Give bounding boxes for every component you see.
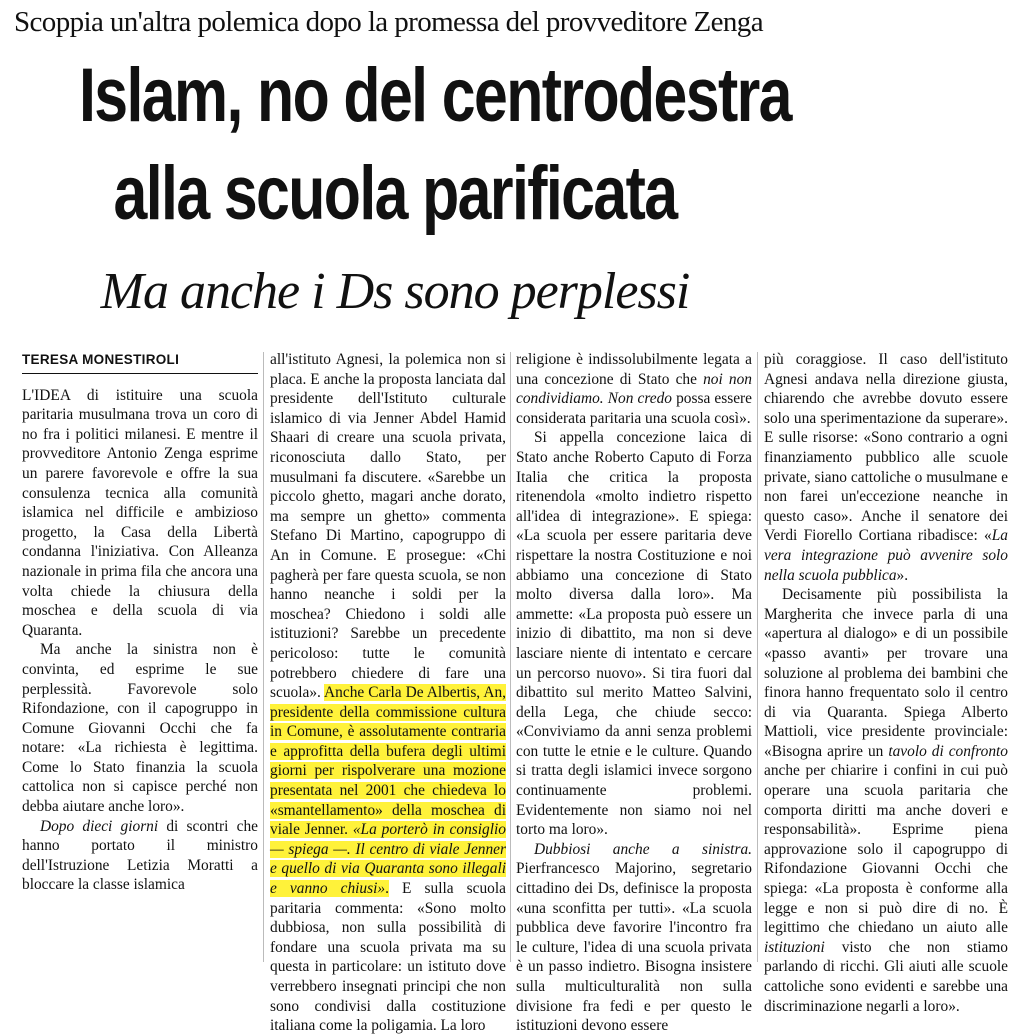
paragraph-text: possa essere considerata paritaria una scuola così». <box>516 390 753 427</box>
paragraph-text: all'istituto Agnesi, la polemica non si placa. E anche la proposta lanciata dal presidente dell'Istituto culturale islamico di via Jenner Abdel Hamid Shaari di creare una scuola privata, riconosciuta dallo Stato, per musulmani fa discutere. «Sarebbe un piccolo ghetto, magari anche dorato, ma sempre un ghetto» commenta Stefano Di Martino, capogruppo di An in Comune. E prosegue: «Chi pagherà per fare questa scuola, se non hanno neanche i soldi per la moschea? Chiedono i soldi alle istituzioni? Sarebbe un precedente pericoloso: tutte le comunità potrebbero chiedere di fare una scuola». <box>270 351 506 702</box>
paragraph <box>516 350 752 428</box>
paragraph <box>22 817 258 895</box>
article-column-3 <box>516 350 753 1035</box>
paragraph-text: E sulla scuola paritaria commenta: «Sono molto dubbiosa, non sulla possibilità di fondare una scuola privata ma su questa in particolare: un istituto dove verrebbero insegnati principi che non sono condivisi dalla costituzione italiana come la poligamia. La loro <box>270 880 506 1035</box>
article-column-4 <box>764 350 1008 1015</box>
paragraph <box>764 350 1008 585</box>
paragraph-text: Pierfrancesco Majorino, segretario cittadino dei Ds, definisce la proposta «una sconfitta per tutti». «La scuola pubblica deve favorire l'incontro fra le culture, l'idea di una scuola privata è un passo indietro. Bisogna insistere sulla multiculturalità non sulla divisione fra fedi e per questo le istituzioni devono essere <box>516 860 752 1035</box>
paragraph-text: di scontri che hanno portato il ministro dell'Istruzione Letizia Moratti a bloccare la classe islamica <box>22 817 258 894</box>
paragraph <box>764 585 1008 1016</box>
highlighted-italic-quote: «La porterò in consiglio — spiega —. Il centro di viale Jenner e quello di via Quaranta sono illegali e vanno chiusi» <box>270 821 506 898</box>
column-rule <box>510 352 511 962</box>
italic-text: noi non condividiamo. Non credo <box>516 370 753 408</box>
paragraph: L'IDEA di istituire una scuola paritaria musulmana trova un coro di no fra i politici milanesi. E mentre il provveditore Antonio Zenga esprime un parere favorevole e offre la sua consulenza tecnica alla comunità islamica nel difficile e ambizioso progetto, la Casa della Libertà condanna l'iniziativa. Con Alleanza nazionale in prima fila che ancora una volta chiede la chiusura della moschea e della scuola di via Quaranta. <box>22 386 258 639</box>
kicker: Scoppia un'altra polemica dopo la promessa del provveditore Zenga <box>14 6 763 38</box>
paragraph: Ma anche la sinistra non è convinta, ed esprime le sue perplessità. Favorevole solo Rifondazione, con il capogruppo in Comune Giovanni Occhi che fa notare: «La richiesta è legittima. Come lo Stato finanzia la scuola cattolica non si capisce perché non debba aiutare anche loro». <box>22 641 258 816</box>
italic-text: La vera integrazione può avvenire solo nella scuola pubblica <box>764 527 1008 584</box>
headline-line-2: alla scuola parificata <box>113 151 677 236</box>
subheadline: Ma anche i Ds sono perplessi <box>100 263 690 320</box>
paragraph-lead: Dubbiosi anche a sinistra. <box>534 840 752 858</box>
paragraph-text: Decisamente più possibilista la Margherita che invece parla di una «apertura al dialogo» e di un possibile «passo avanti» per trovare una soluzione al problema dei bambini che finora hanno frequentato solo il centro di via Quaranta. Spiega Alberto Mattioli, vice presidente provinciale: «Bisogna aprire un <box>764 586 1008 760</box>
paragraph-text: più coraggiose. Il caso dell'istituto Agnesi andava nella direzione giusta, chiarendo che avrebbe dovuto essere solo una sperimentazione da superare». E sulle risorse: «Sono contrario a ogni finanziamento pubblico alle scuole private, siano cattoliche o musulmane e non farei un'eccezione neanche in questo caso». Anche il senatore dei Verdi Fiorello Cortiana ribadisce: « <box>764 351 1008 545</box>
column-rule <box>263 352 264 962</box>
italic-text: istituzioni <box>764 938 825 956</box>
paragraph-text: ». <box>896 566 909 584</box>
paragraph-text: anche per chiarire i confini in cui può operare una scuola paritaria che comporta diritti ma anche doveri e responsabilità». Esprime piena approvazione solo il capogruppo di Rifondazione Giovanni Occhi che spiega: «La proposta è conforme alla legge e non si può dire di no. È legittimo che chiedano un aiuto alle <box>764 762 1008 937</box>
paragraph: Si appella concezione laica di Stato anche Roberto Caputo di Forza Italia che critica la proposta ritenendola «molto indietro rispetto all'idea di integrazione». E spiega: «La scuola per essere paritaria deve rispettare la nostra Costituzione e noi abbiamo una concezione di Stato molto diversa dalla loro». Ma ammette: «La proposta può essere un inizio di dibattito, ma non si deve lasciare niente di intentato e cercare un percorso nuovo». Si tira fuori dal dibattito sul merito Matteo Salvini, della Lega, che chiude secco: «Conviviamo da anni senza problemi con tutte le etnie e le culture. Quando si tratta degli islamici invece sorgono continuamente problemi. Evidentemente non siamo noi nel torto ma loro». <box>516 429 752 839</box>
highlighted-end: . <box>385 880 389 898</box>
byline: TERESA MONESTIROLI <box>22 350 258 374</box>
article-column-1 <box>22 350 258 970</box>
paragraph-lead: Dopo dieci giorni <box>40 817 159 835</box>
paragraph <box>270 350 506 1036</box>
italic-text: tavolo di confronto <box>888 742 1008 760</box>
article-column-2 <box>270 350 506 1035</box>
highlighted-quote: Anche Carla De Albertis, An, presidente della commissione cultura in Comune, è assolutamente contraria e approfitta della bufera degli ultimi giorni per rispolverare una mozione presentata nel 2001 che chiedeva lo «smantellamento» della moschea di viale Jenner. <box>270 684 506 839</box>
headline-line-1: Islam, no del centrodestra <box>79 53 791 138</box>
paragraph <box>516 840 752 1036</box>
column-rule <box>757 352 758 962</box>
paragraph-text: religione è indissolubilmente legata a una concezione di Stato che <box>516 351 752 388</box>
paragraph-text: visto che non stiamo parlando di ricchi. Gli aiuti alle scuole cattoliche sono evidenti e sarebbe una discriminazione negarli a loro». <box>764 938 1008 1015</box>
